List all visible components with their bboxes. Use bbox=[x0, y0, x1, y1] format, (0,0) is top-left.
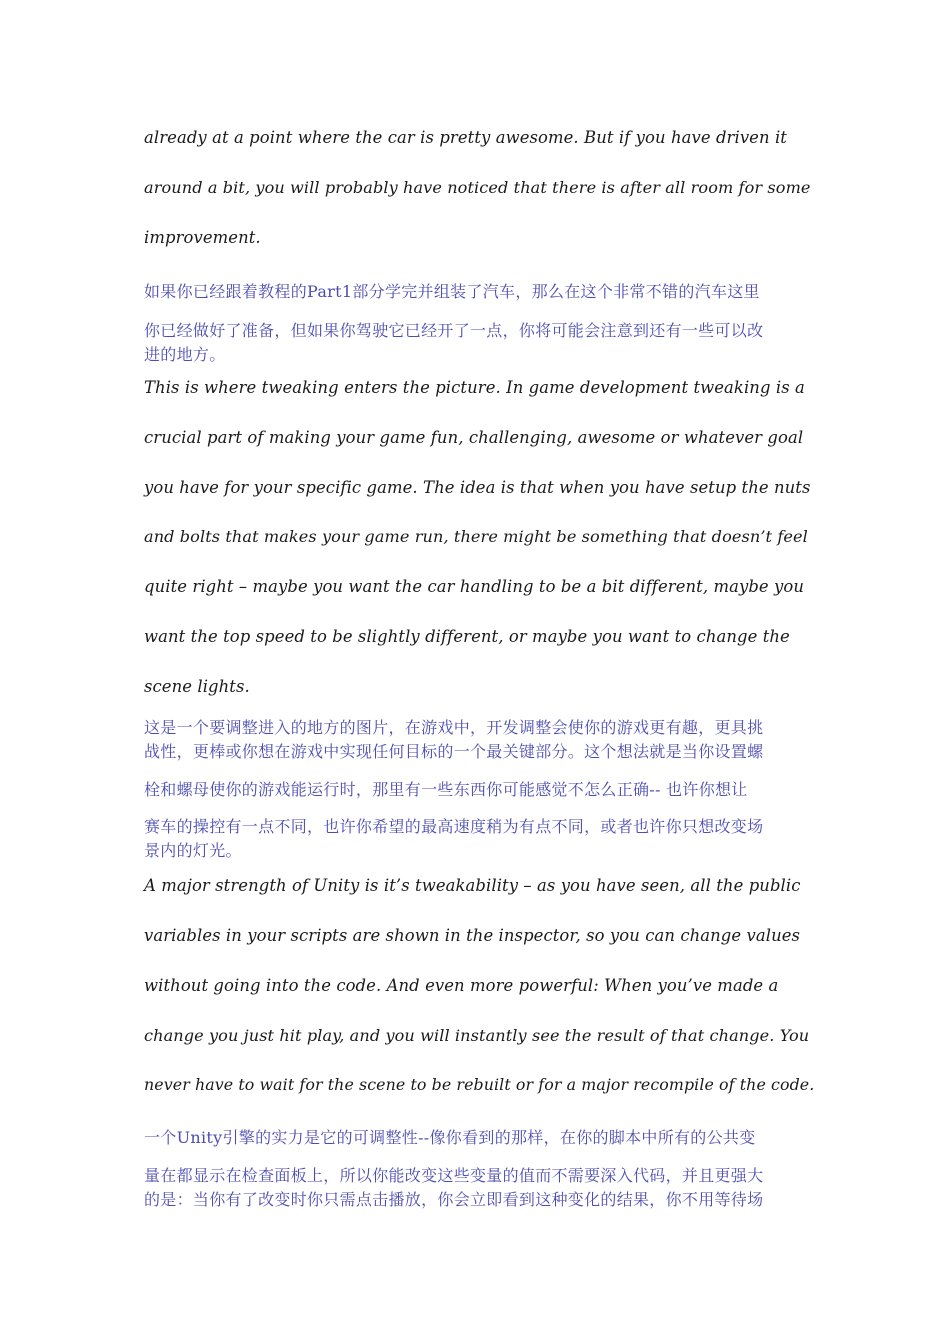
text-line: 赛车的操控有一点不同，也许你希望的最高速度稍为有点不同，或者也许你只想改变场 bbox=[144, 817, 764, 836]
text-line: 进的地方。 bbox=[144, 345, 226, 364]
text-line: 如果你已经跟着教程的Part1部分学完并组装了汽车，那么在这个非常不错的汽车这里 bbox=[144, 282, 760, 301]
text-line: around a bit, you will probably have noticed that there is after all room for some bbox=[144, 178, 811, 197]
text-line: without going into the code. And even more powerful: When you’ve made a bbox=[144, 976, 779, 995]
text-line: 你已经做好了准备，但如果你驾驶它已经开了一点，你将可能会注意到还有一些可以改 bbox=[144, 321, 764, 340]
text-line: 量在都显示在检查面板上，所以你能改变这些变量的值而不需要深入代码，并且更强大 bbox=[144, 1166, 764, 1185]
text-line: improvement. bbox=[144, 228, 261, 247]
text-line: quite right – maybe you want the car handling to be a bit different, maybe you bbox=[144, 577, 805, 596]
text-line: variables in your scripts are shown in the inspector, so you can change values bbox=[144, 926, 801, 945]
text-line: crucial part of making your game fun, challenging, awesome or whatever goal bbox=[144, 428, 804, 447]
text-line: 这是一个要调整进入的地方的图片，在游戏中，开发调整会使你的游戏更有趣，更具挑 bbox=[144, 718, 764, 737]
text-line: 战性，更棒或你想在游戏中实现任何目标的一个最关键部分。这个想法就是当你设置螺 bbox=[144, 742, 764, 761]
text-line: A major strength of Unity is it’s tweakability – as you have seen, all the public bbox=[144, 876, 801, 895]
text-line: change you just hit play, and you will instantly see the result of that change. You bbox=[144, 1026, 810, 1045]
text-line: want the top speed to be slightly different, or maybe you want to change the bbox=[144, 627, 790, 646]
text-line: never have to wait for the scene to be rebuilt or for a major recompile of the code. bbox=[144, 1075, 815, 1094]
text-line: 栓和螺母使你的游戏能运行时，那里有一些东西你可能感觉不怎么正确-- 也许你想让 bbox=[144, 780, 748, 799]
text-line: 一个Unity引擎的实力是它的可调整性--像你看到的那样，在你的脚本中所有的公共变 bbox=[144, 1128, 756, 1147]
text-line: 的是：当你有了改变时你只需点击播放，你会立即看到这种变化的结果，你不用等待场 bbox=[144, 1190, 764, 1209]
text-line: already at a point where the car is pretty awesome. But if you have driven it bbox=[144, 128, 787, 147]
text-line: scene lights. bbox=[144, 677, 250, 696]
text-line: you have for your specific game. The idea is that when you have setup the nuts bbox=[144, 478, 811, 497]
text-line: and bolts that makes your game run, there might be something that doesn’t feel bbox=[144, 527, 808, 546]
text-line: This is where tweaking enters the picture. In game development tweaking is a bbox=[144, 378, 805, 397]
text-line: 景内的灯光。 bbox=[144, 841, 242, 860]
